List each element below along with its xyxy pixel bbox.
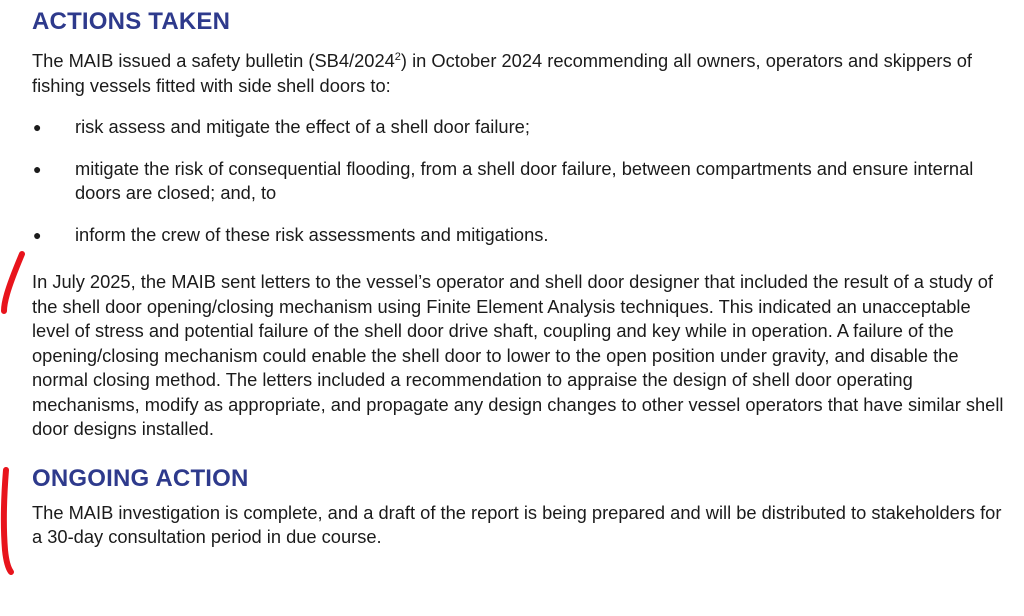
red-marker-stroke-bottom <box>4 470 11 572</box>
list-item: ● mitigate the risk of consequential flooding, from a shell door failure, between compartments and ensure internal doors are closed; and, to <box>33 157 974 203</box>
recommendation-list <box>32 115 1007 247</box>
red-marker-stroke-top <box>4 254 22 311</box>
letters-paragraph: In July 2025, the MAIB sent letters to the vessel’s operator and shell door designer that included the result of a study of the shell door opening/closing mechanism using Finite Element Analysis techniques. This indicated an unacceptable level of stress and potential failure of the shell door drive shaft, coupling and key while in operation. A failure of the opening/closing mechanism could enable the shell door to lower to the open position under gravity, and disable the normal closing method. The letters included a recommendation to appraise the design of shell door operating mechanisms, modify as appropriate, and propagate any design changes to other vessel operators that have similar shell door designs installed. <box>32 271 1004 439</box>
list-item: ● inform the crew of these risk assessments and mitigations. <box>32 223 1007 248</box>
bullet-icon: ● <box>33 119 42 135</box>
ongoing-action-heading: ONGOING ACTION <box>32 464 249 492</box>
bullet-icon: ● <box>33 160 42 177</box>
ongoing-action-paragraph: The MAIB investigation is complete, and a draft of the report is being prepared and will be distributed to stakeholders for a 30-day consultation period in due course. <box>32 501 1002 547</box>
footnote-reference: 2 <box>394 50 401 63</box>
list-item: ● risk assess and mitigate the effect of a shell door failure; <box>32 115 1007 140</box>
actions-taken-heading: ACTIONS TAKEN <box>32 8 231 35</box>
bullet-icon: ● <box>33 226 42 243</box>
red-pen-marks <box>0 0 30 616</box>
safety-bulletin-intro: The MAIB issued a safety bulletin (SB4/2024$^2$) in October 2024 recommending all owners, operators and skippers of fishing vessels fitted with side shell doors to: <box>32 50 972 96</box>
document-page <box>32 6 1007 550</box>
